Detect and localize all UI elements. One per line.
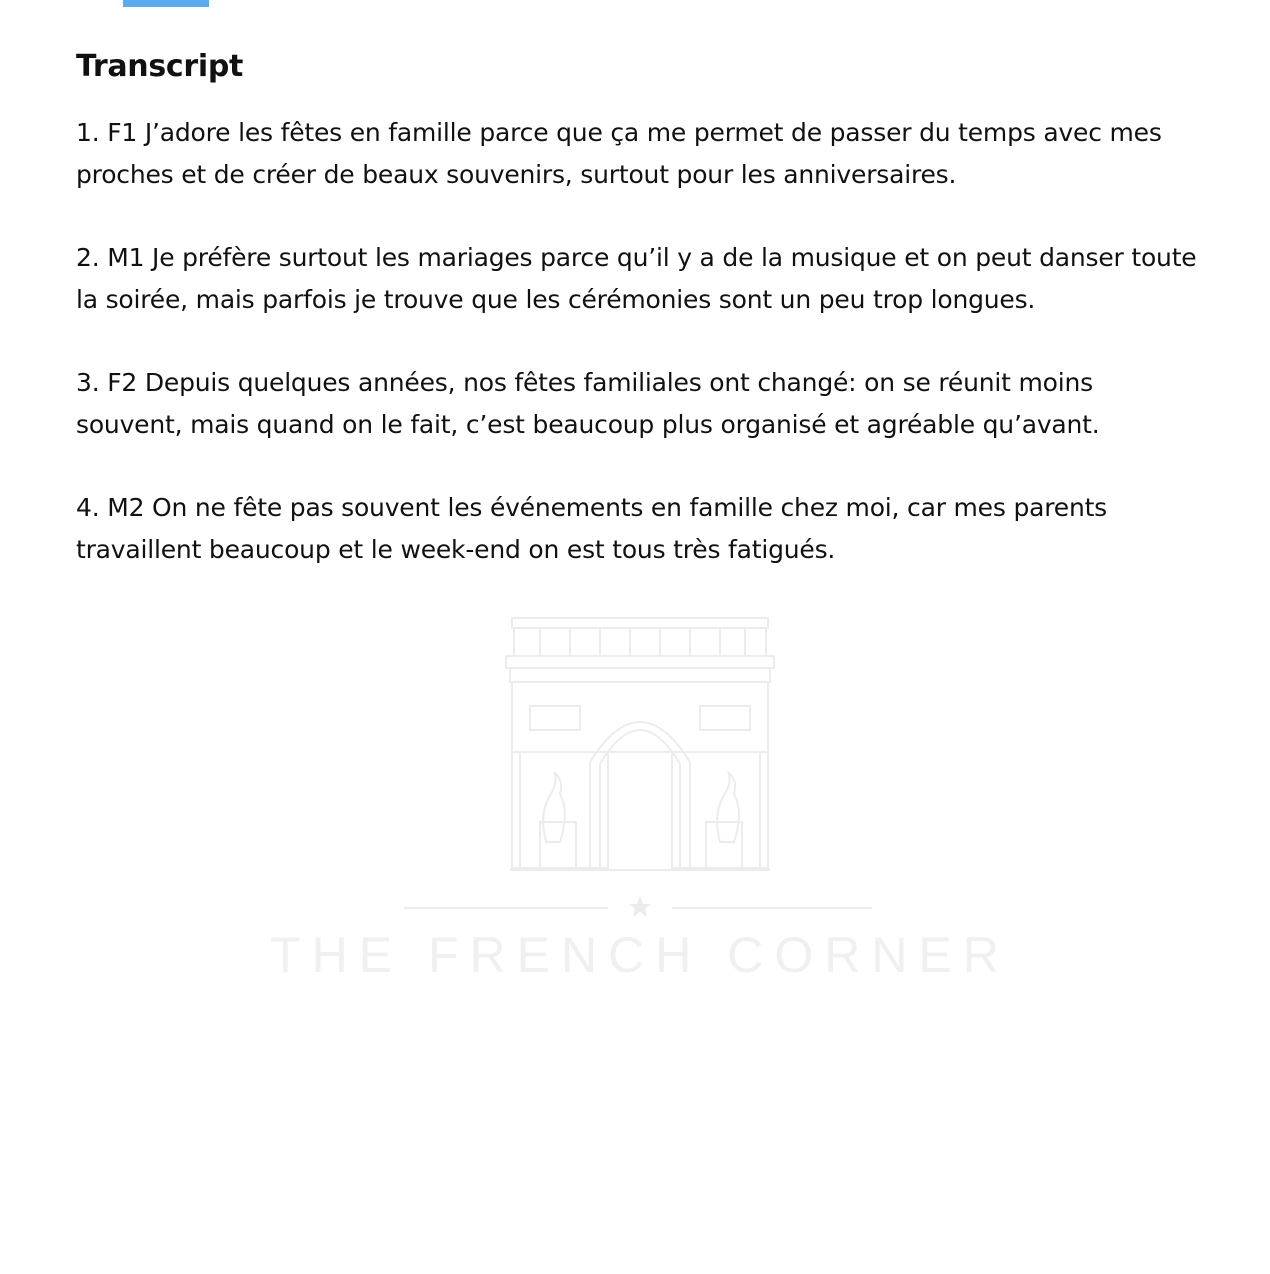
transcript-heading: Transcript — [76, 49, 244, 84]
transcript-section — [76, 44, 1201, 612]
transcript-entry: 4. M2 On ne fête pas souvent les événements en famille chez moi, car mes parents travaillent beaucoup et le week-end on est tous très fatigués. — [76, 493, 1108, 564]
active-tab-indicator — [123, 0, 209, 7]
watermark-logo — [270, 612, 1010, 992]
transcript-entry: 1. F1 J’adore les fêtes en famille parce que ça me permet de passer du temps avec mes proches et de créer de beaux souvenirs, surtout pour les anniversaires. — [76, 118, 1162, 189]
watermark-text: THE FRENCH CORNER — [270, 927, 1010, 983]
transcript-entry: 3. F2 Depuis quelques années, nos fêtes familiales ont changé: on se réunit moins souvent, mais quand on le fait, c’est beaucoup plus organisé et agréable qu’avant. — [76, 368, 1100, 439]
divider-star-icon — [404, 896, 872, 917]
arc-de-triomphe-icon — [506, 618, 774, 870]
transcript-entry: 2. M1 Je préfère surtout les mariages parce qu’il y a de la musique et on peut danser toute la soirée, mais parfois je trouve que les cérémonies sont un peu trop longues. — [76, 243, 1197, 314]
